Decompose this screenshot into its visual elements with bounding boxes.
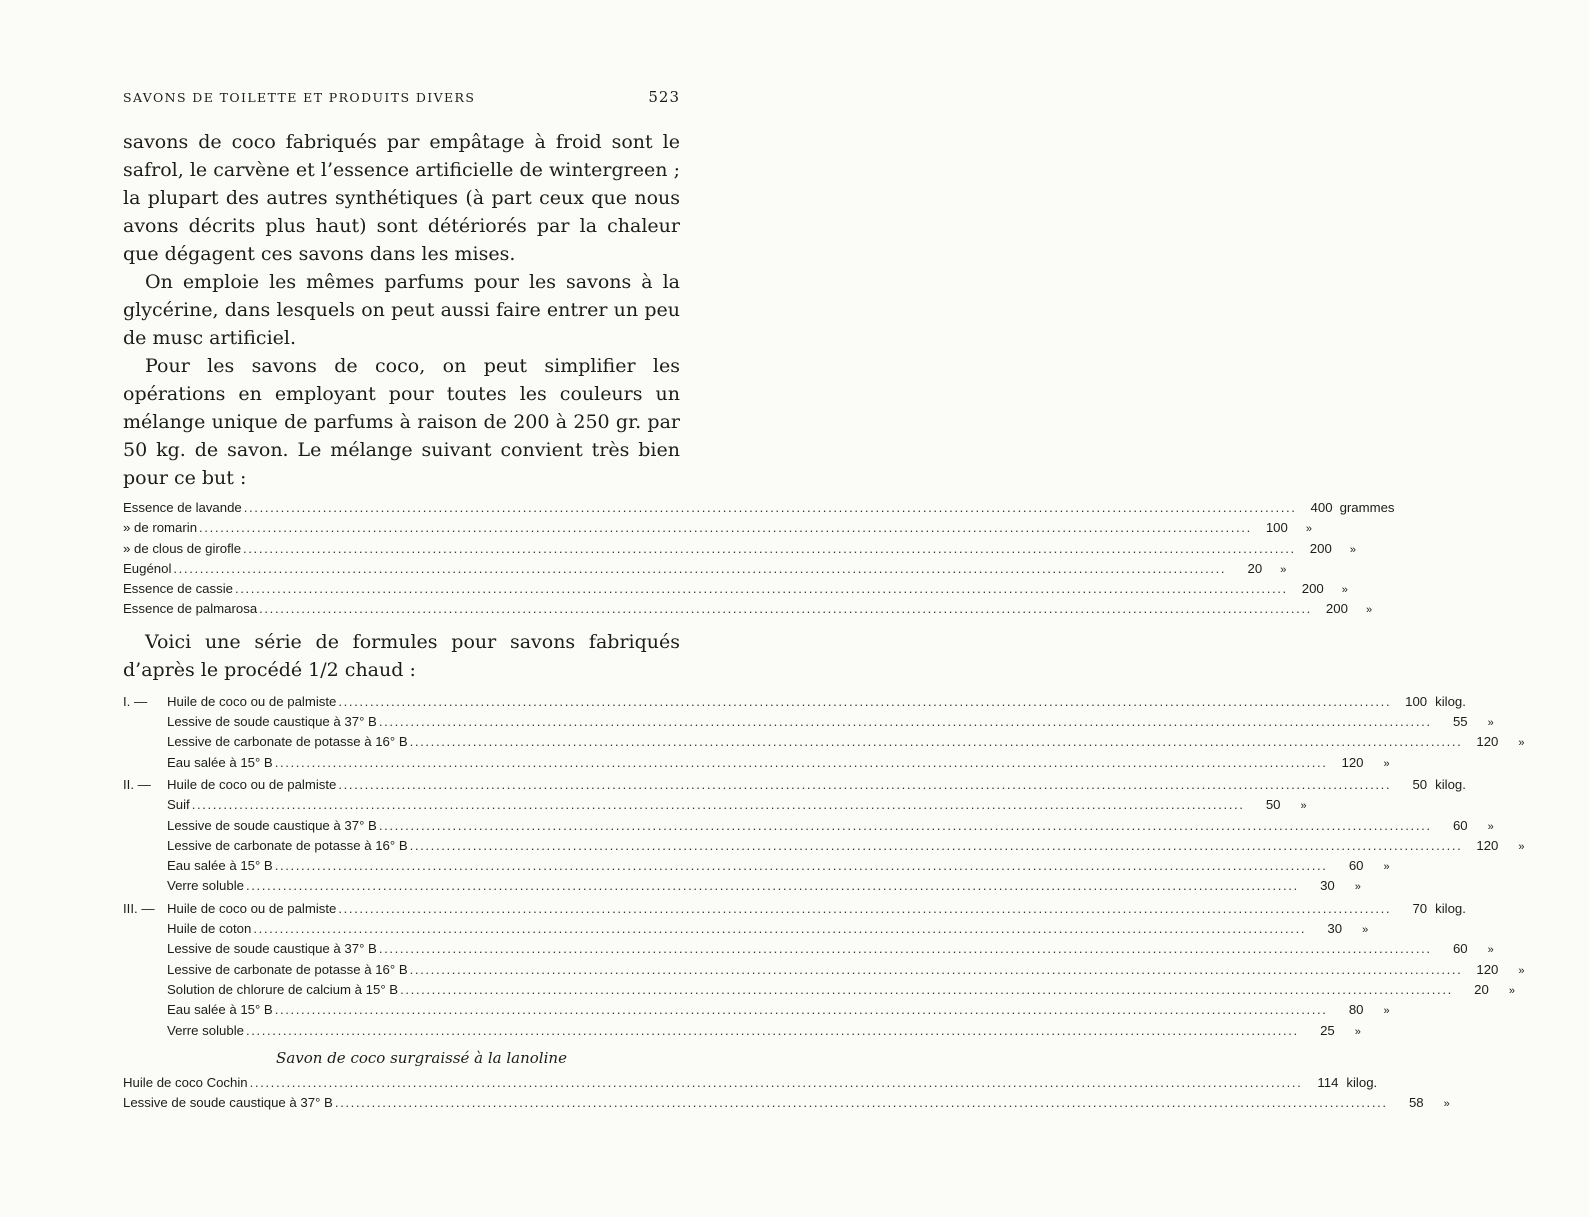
- dot-leader: ........................................................................................................................................................................................................: [199, 520, 1252, 536]
- dot-leader: ........................................................................................................................................................................................................: [245, 1022, 1299, 1038]
- ingredient-label: Huile de coton: [167, 921, 252, 937]
- dot-leader: ........................................................................................................................................................................................................: [249, 1074, 1303, 1090]
- ingredient-label: Essence de palmarosa: [123, 601, 258, 617]
- page-header: [123, 88, 680, 126]
- dot-leader: ........................................................................................................................................................................................................: [245, 878, 1299, 894]
- ingredient-label: Lessive de carbonate de potasse à 16° B: [167, 734, 408, 750]
- quantity-value: 50: [1412, 776, 1428, 792]
- ingredient-label: Lessive de carbonate de potasse à 16° B: [167, 961, 408, 977]
- quantity-unit: »: [1518, 840, 1525, 853]
- ingredient-label: Huile de coco ou de palmiste: [167, 776, 337, 792]
- dot-leader: ........................................................................................................................................................................................................: [274, 1002, 1328, 1018]
- quantity-unit: »: [1518, 737, 1525, 750]
- ingredient-label: Eau salée à 15° B: [167, 754, 273, 770]
- paragraph-1: savons de coco fabriqués par empâtage à froid sont le safrol, le carvène et l’essence artificielle de wintergreen ; la plupart des autres synthétiques (à part ceux que nous avons décrits plus haut) sont détériorés par la chaleur que dégagent ces savons dans les mises.: [123, 131, 680, 265]
- quantity-unit: »: [1349, 543, 1356, 556]
- formula-number: III. —: [123, 900, 155, 916]
- table-row: [123, 1021, 1361, 1041]
- dot-leader: ........................................................................................................................................................................................................: [378, 941, 1432, 957]
- quantity-value: 120: [1476, 734, 1499, 750]
- ingredient-label: Essence de cassie: [123, 581, 233, 597]
- dot-leader: ........................................................................................................................................................................................................: [243, 500, 1297, 515]
- dot-leader: ........................................................................................................................................................................................................: [259, 601, 1312, 617]
- quantity-value: 70: [1412, 900, 1428, 916]
- table-row: [123, 539, 1356, 559]
- ingredient-label: Eau salée à 15° B: [167, 1002, 273, 1018]
- quantity-unit: »: [1383, 1005, 1390, 1018]
- formulas-intro: Voici une série de formules pour savons fabriqués d’après le procédé 1/2 chaud :: [123, 630, 680, 681]
- quantity-value: 120: [1341, 754, 1364, 770]
- ingredient-label: Huile de coco ou de palmiste: [167, 900, 337, 916]
- ingredient-label: Verre soluble: [167, 1022, 244, 1038]
- quantity-value: 30: [1320, 878, 1335, 894]
- quantity-value: 120: [1476, 961, 1499, 977]
- table-row: [123, 1073, 1378, 1093]
- quantity-value: 60: [1452, 817, 1468, 833]
- quantity-value: 100: [1405, 693, 1428, 709]
- dot-leader: ........................................................................................................................................................................................................: [338, 776, 1392, 792]
- quantity-value: 114: [1317, 1074, 1339, 1090]
- quantity-value: 60: [1452, 941, 1468, 957]
- quantity-unit: kilog.: [1346, 1074, 1378, 1090]
- quantity-unit: »: [1508, 984, 1515, 997]
- table-row: [123, 1093, 1450, 1113]
- quantity-unit: »: [1487, 717, 1494, 730]
- running-title: SAVONS DE TOILETTE ET PRODUITS DIVERS: [123, 90, 476, 105]
- ingredient-label: Lessive de soude caustique à 37° B: [167, 714, 377, 730]
- dot-leader: ........................................................................................................................................................................................................: [409, 961, 1463, 977]
- paragraph-2: On emploie les mêmes parfums pour les savons à la glycérine, dans lesquels on peut aussi faire entrer un peu de musc artificiel.: [123, 271, 680, 349]
- dot-leader: ........................................................................................................................................................................................................: [338, 693, 1392, 709]
- dot-leader: ........................................................................................................................................................................................................: [253, 921, 1307, 937]
- table-row: [123, 899, 1466, 919]
- dot-leader: ........................................................................................................................................................................................................: [400, 981, 1453, 997]
- quantity-unit: »: [1383, 757, 1390, 770]
- table-row: [123, 599, 1373, 619]
- table-row: [123, 579, 1348, 599]
- quantity-unit: »: [1300, 800, 1307, 813]
- table-row: [123, 919, 1369, 939]
- dot-leader: ........................................................................................................................................................................................................: [274, 754, 1328, 770]
- dot-leader: ........................................................................................................................................................................................................: [409, 734, 1463, 750]
- quantity-value: 100: [1265, 520, 1288, 536]
- ingredient-label: Lessive de soude caustique à 37° B: [167, 817, 377, 833]
- dot-leader: ........................................................................................................................................................................................................: [334, 1095, 1388, 1111]
- quantity-unit: kilog.: [1435, 900, 1466, 916]
- table-row: [123, 856, 1390, 876]
- ingredient-label: Lessive de soude caustique à 37° B: [123, 1095, 333, 1111]
- dot-leader: ........................................................................................................................................................................................................: [338, 900, 1392, 916]
- ingredient-label: » de romarin: [123, 520, 198, 536]
- table-row: [123, 753, 1390, 773]
- perfume-mix-table: [123, 498, 1395, 620]
- ingredient-label: Solution de chlorure de calcium à 15° B: [167, 981, 399, 997]
- quantity-unit: »: [1280, 563, 1287, 576]
- ingredient-label: Verre soluble: [167, 878, 244, 894]
- quantity-unit: »: [1443, 1098, 1450, 1111]
- quantity-unit: kilog.: [1435, 776, 1466, 792]
- ingredient-label: Huile de coco Cochin: [123, 1074, 248, 1090]
- quantity-value: 80: [1348, 1002, 1364, 1018]
- quantity-value: 120: [1476, 837, 1499, 853]
- formula-number: II. —: [123, 776, 151, 792]
- quantity-value: 200: [1325, 601, 1348, 617]
- quantity-value: 25: [1320, 1022, 1335, 1038]
- dot-leader: ........................................................................................................................................................................................................: [378, 817, 1432, 833]
- quantity-unit: »: [1365, 604, 1373, 617]
- ingredient-label: Eau salée à 15° B: [167, 858, 273, 874]
- quantity-unit: »: [1487, 820, 1494, 833]
- table-row: [123, 518, 1312, 538]
- dot-leader: ........................................................................................................................................................................................................: [191, 797, 1245, 813]
- quantity-unit: »: [1362, 924, 1369, 937]
- quantity-unit: »: [1341, 584, 1348, 597]
- dot-leader: ........................................................................................................................................................................................................: [409, 837, 1463, 853]
- quantity-value: 400: [1310, 500, 1333, 515]
- quantity-value: 200: [1309, 540, 1332, 556]
- quantity-value: 200: [1301, 581, 1324, 597]
- table-row: [123, 692, 1466, 712]
- book-page: [123, 88, 1525, 1113]
- table-row: [123, 939, 1494, 959]
- quantity-unit: kilog.: [1435, 693, 1466, 709]
- table-row: [123, 712, 1494, 732]
- quantity-unit: »: [1383, 861, 1390, 874]
- quantity-unit: »: [1487, 944, 1494, 957]
- ingredient-label: Eugénol: [123, 560, 172, 576]
- quantity-unit: »: [1354, 881, 1361, 894]
- lanolin-soap-table: [123, 1073, 1450, 1114]
- quantity-value: 58: [1408, 1095, 1424, 1111]
- quantity-unit: »: [1354, 1025, 1361, 1038]
- ingredient-label: » de clous de girofle: [123, 540, 242, 556]
- page-number: 523: [648, 88, 680, 106]
- dot-leader: ........................................................................................................................................................................................................: [173, 560, 1227, 576]
- quantity-unit: grammes: [1339, 500, 1395, 515]
- quantity-value: 20: [1247, 560, 1263, 576]
- soap-formulas-table: [123, 692, 1525, 1041]
- dot-leader: ........................................................................................................................................................................................................: [378, 714, 1432, 730]
- table-row: [123, 795, 1307, 815]
- ingredient-label: Lessive de soude caustique à 37° B: [167, 941, 377, 957]
- table-row: [123, 775, 1466, 795]
- ingredient-label: Suif: [167, 797, 190, 813]
- table-row: [123, 816, 1494, 836]
- table-row: [123, 559, 1287, 579]
- ingredient-label: Lessive de carbonate de potasse à 16° B: [167, 837, 408, 853]
- quantity-value: 55: [1452, 714, 1468, 730]
- table-row: [123, 732, 1525, 752]
- ingredient-label: Huile de coco ou de palmiste: [167, 693, 337, 709]
- quantity-value: 20: [1474, 981, 1489, 997]
- table-row: [123, 836, 1525, 856]
- dot-leader: ........................................................................................................................................................................................................: [234, 581, 1288, 597]
- table-row: [123, 960, 1525, 980]
- quantity-unit: »: [1305, 523, 1312, 536]
- lanolin-soap-title: Savon de coco surgraissé à la lanoline: [276, 1048, 567, 1067]
- table-row: [123, 498, 1395, 518]
- paragraph-3: Pour les savons de coco, on peut simplifier les opérations en employant pour toutes les couleurs un mélange unique de parfums à raison de 200 à 250 gr. par 50 kg. de savon. Le mélange suivant convient très bien pour ce but :: [123, 355, 680, 489]
- quantity-value: 60: [1348, 858, 1364, 874]
- dot-leader: ........................................................................................................................................................................................................: [274, 858, 1328, 874]
- quantity-unit: »: [1518, 964, 1525, 977]
- formula-number: I. —: [123, 693, 148, 709]
- ingredient-label: Essence de lavande: [123, 500, 242, 515]
- quantity-value: 30: [1327, 921, 1343, 937]
- dot-leader: ........................................................................................................................................................................................................: [243, 540, 1296, 556]
- table-row: [123, 1000, 1390, 1020]
- table-row: [123, 876, 1361, 896]
- quantity-value: 50: [1265, 797, 1281, 813]
- table-row: [123, 980, 1515, 1000]
